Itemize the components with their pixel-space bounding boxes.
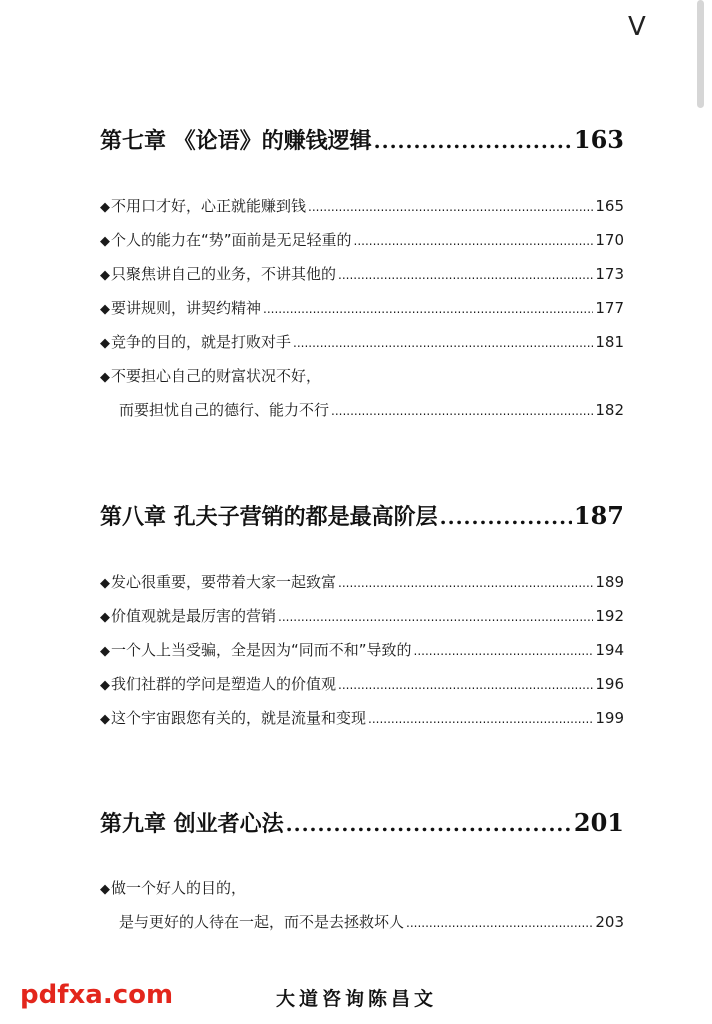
entry-page: 192 <box>595 607 624 625</box>
entry-page: 182 <box>595 401 624 419</box>
chapter-title: 第七章 《论语》的赚钱逻辑 <box>100 128 372 154</box>
entry-page: 189 <box>595 573 624 591</box>
dot-leader <box>278 607 593 625</box>
entry-text: 而要担忧自己的德行、能力不行 <box>119 401 330 419</box>
chapter-title: 第九章 创业者心法 <box>100 811 284 837</box>
chapter-title: 第八章 孔夫子营销的都是最高阶层 <box>100 504 438 530</box>
entry-text: 只聚焦讲自己的业务，不讲其他的 <box>111 265 337 283</box>
dot-leader <box>406 913 593 931</box>
chapter-page: 201 <box>573 808 624 837</box>
footer-credit: 大道咨询陈昌文 <box>276 988 438 1010</box>
entry-page: 203 <box>595 913 624 931</box>
toc-entry[interactable] <box>100 877 624 898</box>
dot-leader <box>440 504 572 530</box>
dot-leader <box>368 709 593 727</box>
dot-leader <box>338 265 593 283</box>
entry-text: 发心很重要，要带着大家一起致富 <box>111 573 337 591</box>
entry-text: 不用口才好，心正就能赚到钱 <box>111 197 307 215</box>
dot-leader <box>338 573 593 591</box>
dot-leader <box>263 299 593 317</box>
toc-entry[interactable] <box>100 571 624 592</box>
entry-page: 196 <box>595 675 624 693</box>
chapter-heading[interactable] <box>100 807 624 838</box>
entry-page: 181 <box>595 333 624 351</box>
entry-text: 个人的能力在“势”面前是无足轻重的 <box>111 231 352 249</box>
diamond-icon: ◆ <box>100 882 110 897</box>
entry-page: 177 <box>595 299 624 317</box>
entry-text: 一个人上当受骗，全是因为“同而不和”导致的 <box>111 641 412 659</box>
diamond-icon: ◆ <box>100 576 110 591</box>
chapter-page: 163 <box>573 125 624 154</box>
entry-page: 165 <box>595 197 624 215</box>
diamond-icon: ◆ <box>100 268 110 283</box>
watermark: pdfxa.com <box>20 980 174 1010</box>
diamond-icon: ◆ <box>100 610 110 625</box>
entry-text: 竞争的目的，就是打败对手 <box>111 333 292 351</box>
diamond-icon: ◆ <box>100 370 110 385</box>
chapter-heading[interactable] <box>100 124 624 155</box>
diamond-icon: ◆ <box>100 712 110 727</box>
entry-page: 173 <box>595 265 624 283</box>
toc-entry[interactable] <box>100 673 624 694</box>
toc-entry[interactable] <box>100 263 624 284</box>
entry-page: 170 <box>595 231 624 249</box>
entry-text: 不要担心自己的财富状况不好， <box>111 367 322 385</box>
dot-leader <box>286 811 572 837</box>
entry-text: 要讲规则，讲契约精神 <box>111 299 262 317</box>
dot-leader <box>308 197 593 215</box>
dot-leader <box>293 333 593 351</box>
toc-entry[interactable] <box>100 707 624 728</box>
dot-leader <box>331 401 593 419</box>
toc-entry[interactable] <box>100 605 624 626</box>
toc-entry[interactable] <box>100 195 624 216</box>
toc-entry[interactable] <box>100 365 624 386</box>
toc-entry-continuation[interactable] <box>119 911 624 932</box>
diamond-icon: ◆ <box>100 678 110 693</box>
toc-entry[interactable] <box>100 229 624 250</box>
diamond-icon: ◆ <box>100 234 110 249</box>
toc-entry[interactable] <box>100 297 624 318</box>
dot-leader <box>374 128 572 154</box>
toc-entry[interactable] <box>100 331 624 352</box>
entry-text: 是与更好的人待在一起，而不是去拯救坏人 <box>119 913 405 931</box>
diamond-icon: ◆ <box>100 302 110 317</box>
diamond-icon: ◆ <box>100 200 110 215</box>
toc-entry-continuation[interactable] <box>119 399 624 420</box>
chapter-heading[interactable] <box>100 500 624 531</box>
diamond-icon: ◆ <box>100 644 110 659</box>
entry-text: 做一个好人的目的， <box>111 879 247 897</box>
dot-leader <box>414 641 594 659</box>
chapter-page: 187 <box>573 501 624 530</box>
dot-leader <box>338 675 593 693</box>
page-number: V <box>628 12 646 42</box>
entry-text: 价值观就是最厉害的营销 <box>111 607 277 625</box>
entry-text: 这个宇宙跟您有关的，就是流量和变现 <box>111 709 367 727</box>
dot-leader <box>354 231 594 249</box>
entry-text: 我们社群的学问是塑造人的价值观 <box>111 675 337 693</box>
entry-page: 199 <box>595 709 624 727</box>
entry-page: 194 <box>595 641 624 659</box>
scrollbar[interactable] <box>697 0 704 108</box>
diamond-icon: ◆ <box>100 336 110 351</box>
toc-entry[interactable] <box>100 639 624 660</box>
